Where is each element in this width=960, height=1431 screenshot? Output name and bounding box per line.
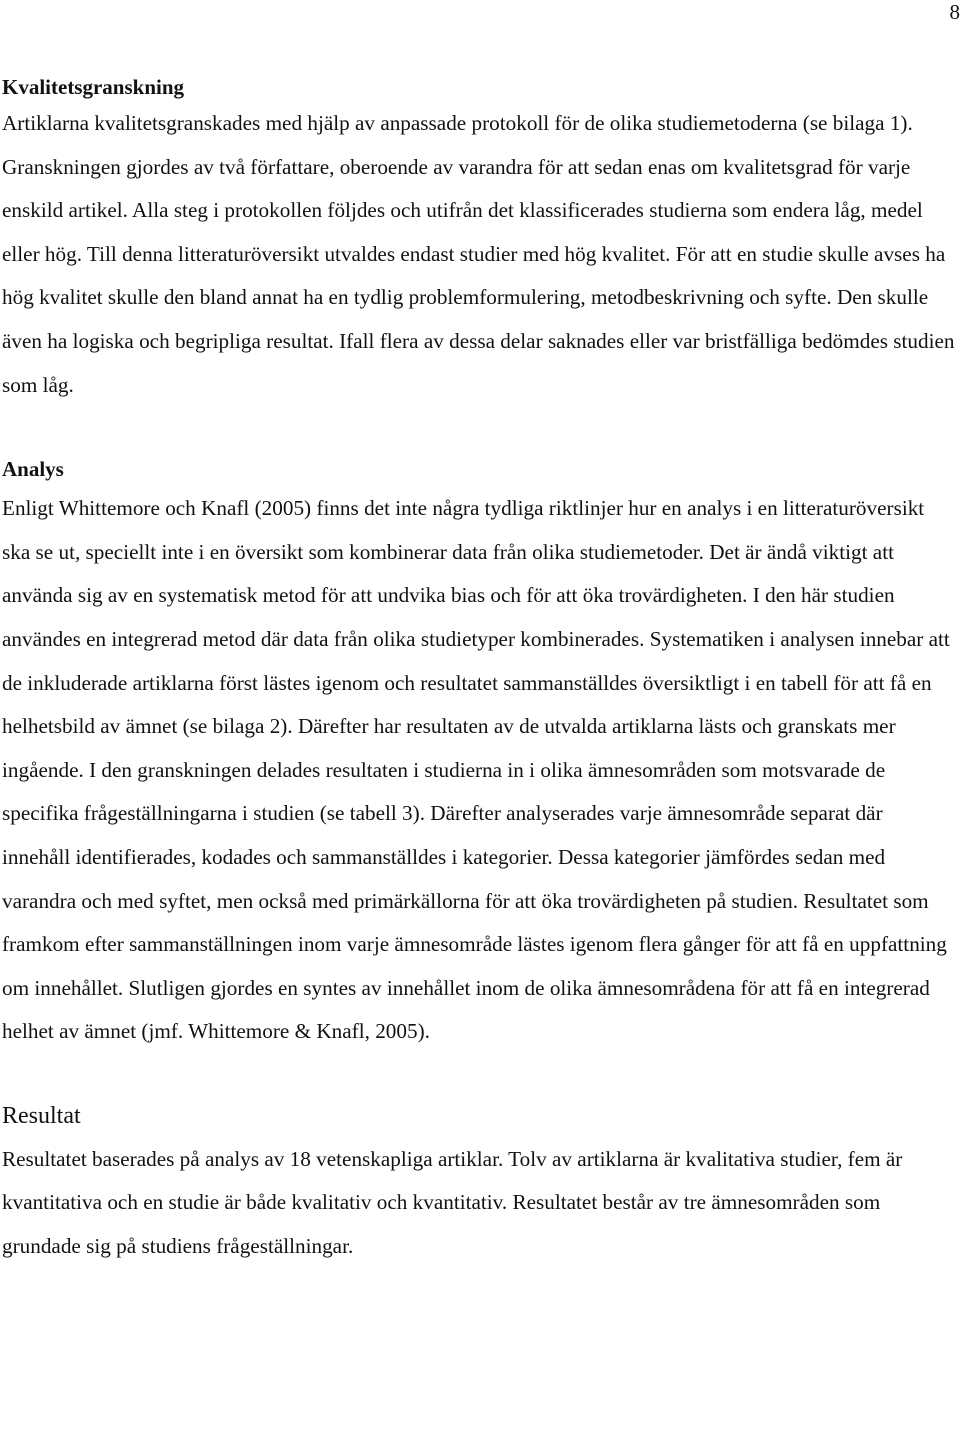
section-heading: Analys [2, 457, 64, 482]
section-paragraph: Enligt Whittemore och Knafl (2005) finns det inte några tydliga riktlinjer hur en analys i en litteraturöversikt ska se ut, speciellt inte i en översikt som kombinerar data från olika studiemetoder. Det är ändå viktigt att använda sig av en systematisk metod för att undvika bias och för att öka trovärdigheten. I den här studien användes en integrerad metod där data från olika studietyper kombinerades. Systematiken i analysen innebar att de inkluderade artiklarna först lästes igenom och resultatet sammanställdes översiktligt i en tabell för att få en helhetsbild av ämnet (se bilaga 2). Därefter har resultaten av de utvalda artiklarna lästs och granskats mer ingående. I den granskningen delades resultaten i studierna in i olika ämnesområden som motsvarade de specifika frågeställningarna i studien (se tabell 3). Därefter analyserades varje ämnesområde separat där innehåll identifierades, kodades och sammanställdes i kategorier. Dessa kategorier jämfördes sedan med varandra och med syftet, men också med primärkällorna för att öka trovärdigheten på studien. Resultatet som framkom efter sammanställningen inom varje ämnesområde lästes igenom flera gånger för att få en uppfattning om innehållet. Slutligen gjordes en syntes av innehållet inom de olika ämnesområdena för att få en integrerad helhet av ämnet (jmf. Whittemore & Knafl, 2005). [2, 496, 950, 1044]
page-number: 8 [949, 0, 960, 24]
section-paragraph: Artiklarna kvalitetsgranskades med hjälp av anpassade protokoll för de olika studiemetoderna (se bilaga 1). Granskningen gjordes av två författare, oberoende av varandra för att sedan enas om kvalitetsgrad för varje enskild artikel. Alla steg i protokollen följdes och utifrån det klassificerades studierna som endera låg, medel eller hög. Till denna litteraturöversikt utvaldes endast studier med hög kvalitet. För att en studie skulle avses ha hög kvalitet skulle den bland annat ha en tydlig problemformulering, metodbeskrivning och syfte. Den skulle även ha logiska och begripliga resultat. Ifall flera av dessa delar saknades eller var bristfälliga bedömdes studien som låg. [2, 111, 955, 397]
section-paragraph: Resultatet baserades på analys av 18 vetenskapliga artiklar. Tolv av artiklarna är kvalitativa studier, fem är kvantitativa och en studie är både kvalitativ och kvantitativ. Resultatet består av tre ämnesområden som grundade sig på studiens frågeställningar. [2, 1146, 903, 1259]
section-kvalitetsgranskning [2, 70, 956, 407]
section-heading: Resultat [2, 1102, 81, 1129]
section-resultat [2, 1099, 956, 1269]
page-content [2, 70, 956, 1269]
section-heading: Kvalitetsgranskning [2, 75, 185, 99]
section-analys [2, 452, 956, 1054]
